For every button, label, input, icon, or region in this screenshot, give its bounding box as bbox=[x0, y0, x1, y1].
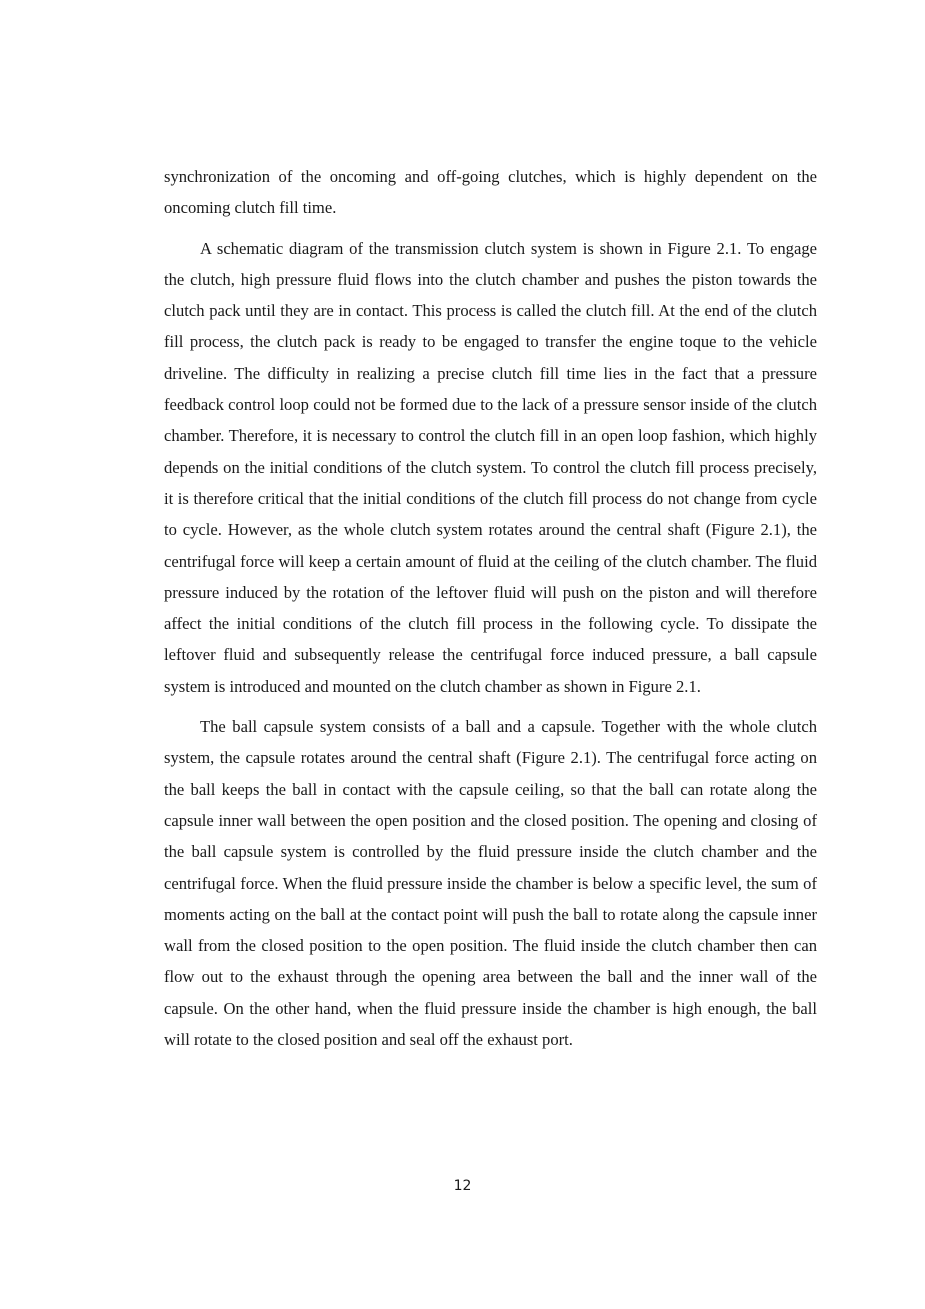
page-number: 12 bbox=[453, 1178, 472, 1194]
paragraph-continuation: synchronization of the oncoming and off-going clutches, which is highly dependent on the oncoming clutch fill time. bbox=[164, 167, 817, 218]
paragraph-ball-capsule: The ball capsule system consists of a ball and a capsule. Together with the whole clutch system, the capsule rotates around the central shaft (Figure 2.1). The centrifugal force acting on the ball keeps the ball in contact with the capsule ceiling, so that the ball can rotate along the capsule inner wall between the open position and the closed position. The opening and closing of the ball capsule system is controlled by the fluid pressure inside the clutch chamber and the centrifugal force. When the fluid pressure inside the chamber is below a specific level, the sum of moments acting on the ball at the contact point will push the ball to rotate along the capsule inner wall from the closed position to the open position. The fluid inside the clutch chamber then can flow out to the exhaust through the opening area between the ball and the inner wall of the capsule. On the other hand, when the fluid pressure inside the chamber is high enough, the ball will rotate to the closed position and seal off the exhaust port. bbox=[164, 717, 817, 1050]
paragraph-clutch-fill: A schematic diagram of the transmission clutch system is shown in Figure 2.1. To engage the clutch, high pressure fluid flows into the clutch chamber and pushes the piston towards the clutch pack until they are in contact. This process is called the clutch fill. At the end of the clutch fill process, the clutch pack is ready to be engaged to transfer the engine toque to the vehicle driveline. The difficulty in realizing a precise clutch fill time lies in the fact that a pressure feedback control loop could not be formed due to the lack of a pressure sensor inside of the clutch chamber. Therefore, it is necessary to control the clutch fill in an open loop fashion, which highly depends on the initial conditions of the clutch system. To control the clutch fill process precisely, it is therefore critical that the initial conditions of the clutch fill process do not change from cycle to cycle. However, as the whole clutch system rotates around the central shaft (Figure 2.1), the centrifugal force will keep a certain amount of fluid at the ceiling of the clutch chamber. The fluid pressure induced by the rotation of the leftover fluid will push on the piston and will therefore affect the initial conditions of the clutch fill process in the following cycle. To dissipate the leftover fluid and subsequently release the centrifugal force induced pressure, a ball capsule system is introduced and mounted on the clutch chamber as shown in Figure 2.1. bbox=[164, 238, 817, 696]
body-text bbox=[164, 161, 817, 1064]
